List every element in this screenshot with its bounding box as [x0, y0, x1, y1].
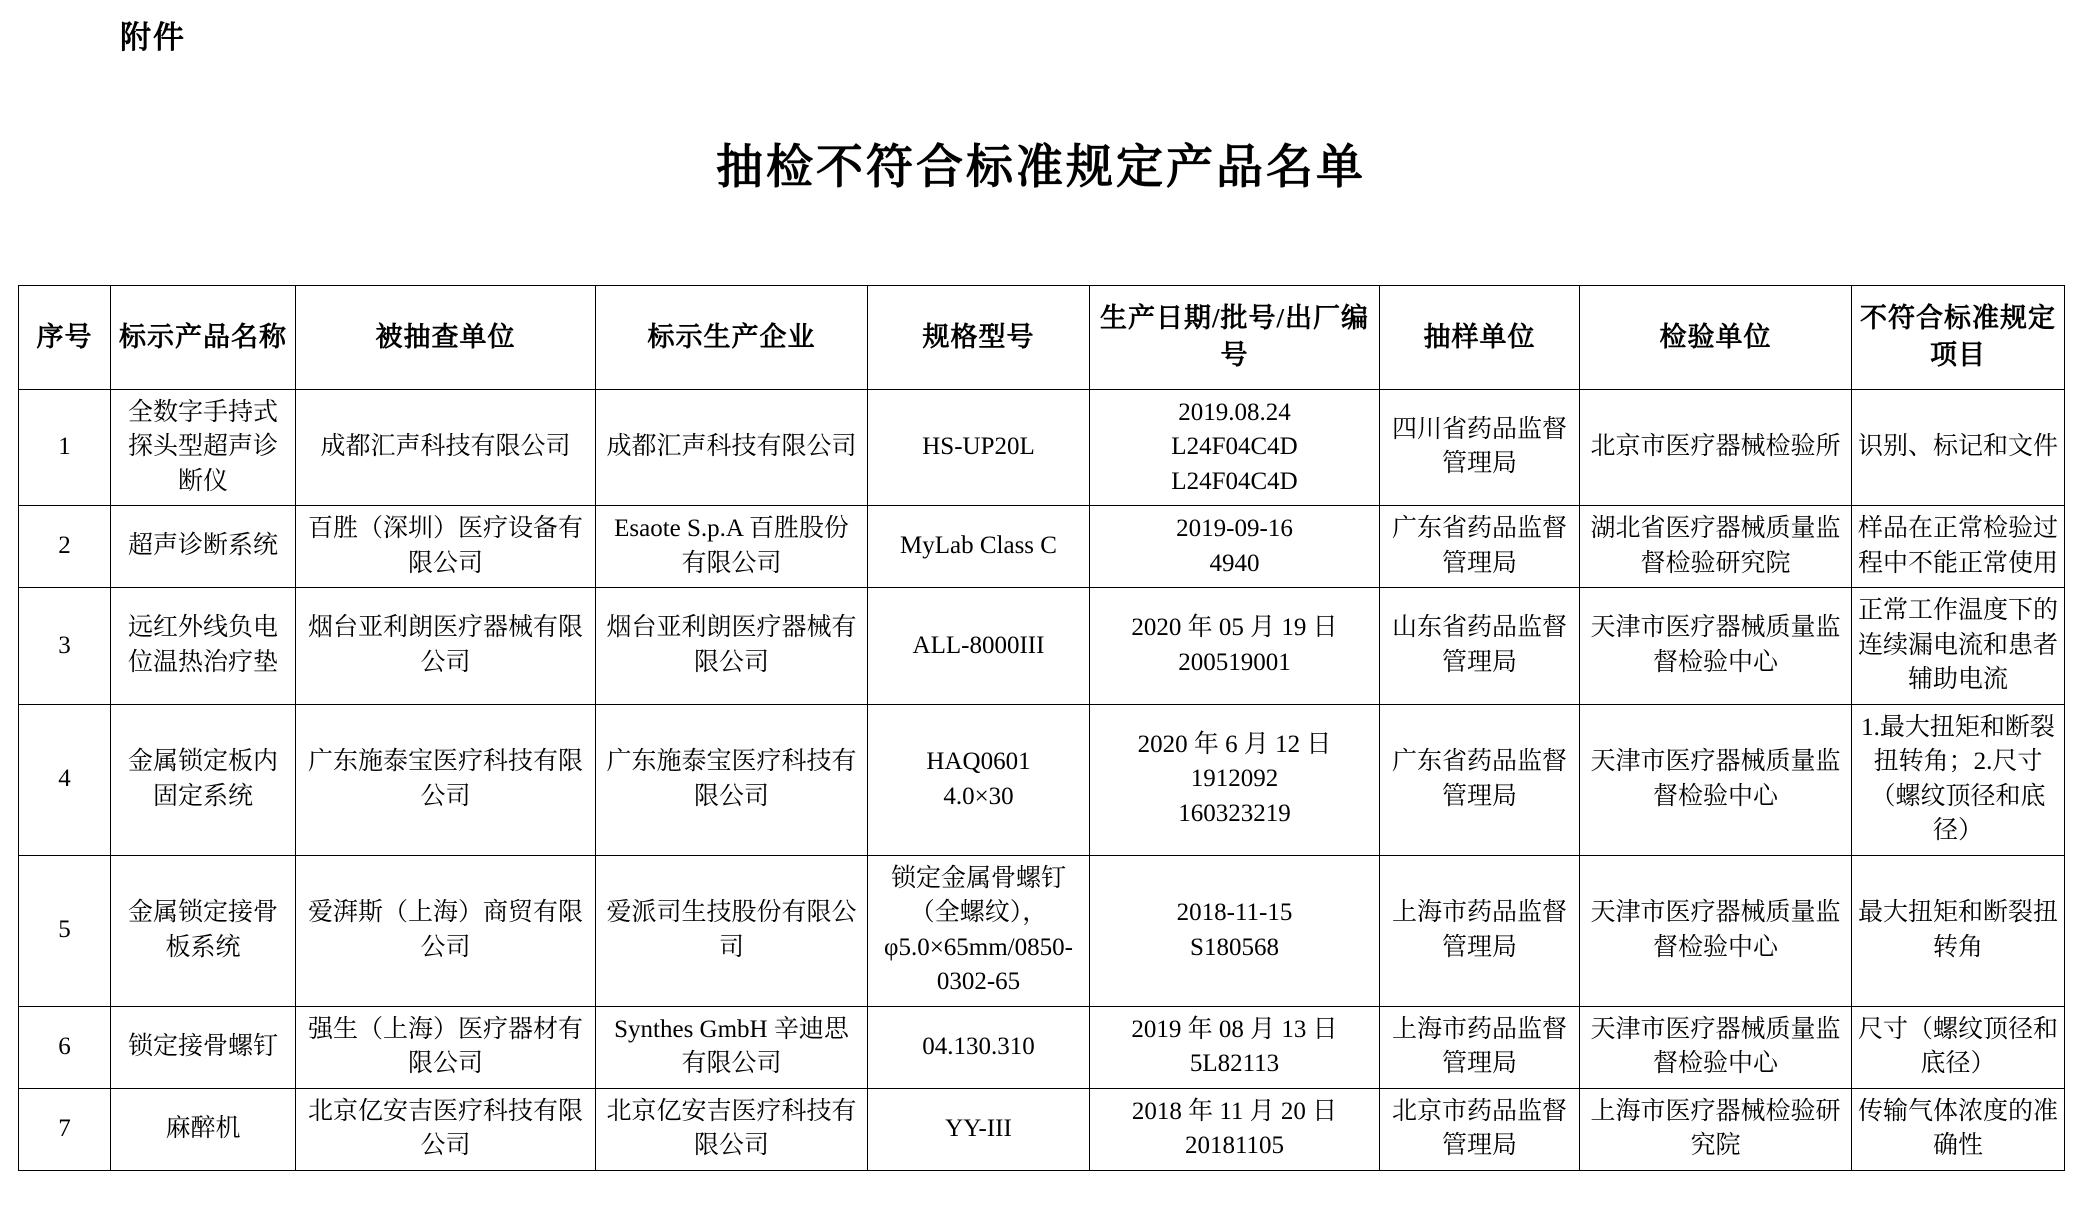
cell-nonconforming-items: 传输气体浓度的准确性	[1852, 1088, 2065, 1170]
page-title: 抽检不符合标准规定产品名单	[716, 142, 1366, 194]
table-header	[19, 286, 2065, 390]
table-row	[19, 855, 2065, 1006]
cell-model: HAQ0601 4.0×30	[868, 704, 1090, 855]
product-list-table	[18, 285, 2065, 1171]
cell-sampled-unit: 广东施泰宝医疗科技有限公司	[296, 704, 596, 855]
cell-inspection-org: 天津市医疗器械质量监督检验中心	[1580, 855, 1852, 1006]
attachment-label: 附件	[120, 20, 186, 55]
cell-nonconforming-items: 正常工作温度下的连续漏电流和患者辅助电流	[1852, 588, 2065, 705]
table-row	[19, 588, 2065, 705]
cell-product-name: 金属锁定板内固定系统	[111, 704, 296, 855]
cell-date-batch: 2019 年 08 月 13 日 5L82113	[1090, 1006, 1380, 1088]
cell-inspection-org: 天津市医疗器械质量监督检验中心	[1580, 704, 1852, 855]
cell-index: 7	[19, 1088, 111, 1170]
column-header-nonconforming-items: 不符合标准规定项目	[1852, 286, 2065, 390]
cell-date-batch: 2019-09-16 4940	[1090, 506, 1380, 588]
cell-inspection-org: 天津市医疗器械质量监督检验中心	[1580, 1006, 1852, 1088]
cell-nonconforming-items: 尺寸（螺纹顶径和底径）	[1852, 1006, 2065, 1088]
table-body	[19, 389, 2065, 1170]
cell-product-name: 锁定接骨螺钉	[111, 1006, 296, 1088]
cell-date-batch: 2020 年 05 月 19 日 200519001	[1090, 588, 1380, 705]
column-header-sampling-org: 抽样单位	[1380, 286, 1580, 390]
table-row	[19, 1088, 2065, 1170]
cell-sampled-unit: 爱湃斯（上海）商贸有限公司	[296, 855, 596, 1006]
cell-product-name: 麻醉机	[111, 1088, 296, 1170]
cell-product-name: 远红外线负电位温热治疗垫	[111, 588, 296, 705]
cell-inspection-org: 天津市医疗器械质量监督检验中心	[1580, 588, 1852, 705]
cell-manufacturer: 广东施泰宝医疗科技有限公司	[596, 704, 868, 855]
cell-index: 1	[19, 389, 111, 506]
cell-sampling-org: 北京市药品监督管理局	[1380, 1088, 1580, 1170]
cell-sampled-unit: 成都汇声科技有限公司	[296, 389, 596, 506]
cell-model: YY-III	[868, 1088, 1090, 1170]
cell-manufacturer: 爱派司生技股份有限公司	[596, 855, 868, 1006]
column-header-product-name: 标示产品名称	[111, 286, 296, 390]
column-header-sampled-unit: 被抽查单位	[296, 286, 596, 390]
cell-nonconforming-items: 1.最大扭矩和断裂扭转角；2.尺寸（螺纹顶径和底径）	[1852, 704, 2065, 855]
cell-index: 6	[19, 1006, 111, 1088]
cell-inspection-org: 上海市医疗器械检验研究院	[1580, 1088, 1852, 1170]
cell-date-batch: 2020 年 6 月 12 日 1912092 160323219	[1090, 704, 1380, 855]
product-list-table-wrapper	[18, 285, 2064, 1171]
cell-manufacturer: Esaote S.p.A 百胜股份有限公司	[596, 506, 868, 588]
cell-sampling-org: 上海市药品监督管理局	[1380, 1006, 1580, 1088]
cell-model: MyLab Class C	[868, 506, 1090, 588]
column-header-index: 序号	[19, 286, 111, 390]
cell-date-batch: 2018-11-15 S180568	[1090, 855, 1380, 1006]
cell-inspection-org: 湖北省医疗器械质量监督检验研究院	[1580, 506, 1852, 588]
cell-date-batch: 2019.08.24 L24F04C4D L24F04C4D	[1090, 389, 1380, 506]
cell-nonconforming-items: 识别、标记和文件	[1852, 389, 2065, 506]
cell-date-batch: 2018 年 11 月 20 日 20181105	[1090, 1088, 1380, 1170]
cell-sampled-unit: 北京亿安吉医疗科技有限公司	[296, 1088, 596, 1170]
cell-model: ALL-8000III	[868, 588, 1090, 705]
cell-model: 04.130.310	[868, 1006, 1090, 1088]
table-row	[19, 506, 2065, 588]
column-header-model: 规格型号	[868, 286, 1090, 390]
cell-sampling-org: 上海市药品监督管理局	[1380, 855, 1580, 1006]
cell-sampling-org: 广东省药品监督管理局	[1380, 704, 1580, 855]
cell-inspection-org: 北京市医疗器械检验所	[1580, 389, 1852, 506]
cell-product-name: 金属锁定接骨板系统	[111, 855, 296, 1006]
cell-index: 2	[19, 506, 111, 588]
cell-index: 5	[19, 855, 111, 1006]
table-header-row	[19, 286, 2065, 390]
cell-index: 4	[19, 704, 111, 855]
table-row	[19, 1006, 2065, 1088]
cell-manufacturer: 烟台亚利朗医疗器械有限公司	[596, 588, 868, 705]
cell-sampling-org: 山东省药品监督管理局	[1380, 588, 1580, 705]
cell-manufacturer: 北京亿安吉医疗科技有限公司	[596, 1088, 868, 1170]
column-header-manufacturer: 标示生产企业	[596, 286, 868, 390]
cell-manufacturer: 成都汇声科技有限公司	[596, 389, 868, 506]
cell-sampling-org: 广东省药品监督管理局	[1380, 506, 1580, 588]
column-header-inspection-org: 检验单位	[1580, 286, 1852, 390]
cell-index: 3	[19, 588, 111, 705]
cell-sampled-unit: 强生（上海）医疗器材有限公司	[296, 1006, 596, 1088]
cell-sampled-unit: 百胜（深圳）医疗设备有限公司	[296, 506, 596, 588]
cell-product-name: 超声诊断系统	[111, 506, 296, 588]
column-header-date-batch: 生产日期/批号/出厂编号	[1090, 286, 1380, 390]
cell-manufacturer: Synthes GmbH 辛迪思有限公司	[596, 1006, 868, 1088]
table-row	[19, 389, 2065, 506]
cell-model: 锁定金属骨螺钉（全螺纹），φ5.0×65mm/0850-0302-65	[868, 855, 1090, 1006]
cell-sampled-unit: 烟台亚利朗医疗器械有限公司	[296, 588, 596, 705]
cell-model: HS-UP20L	[868, 389, 1090, 506]
cell-nonconforming-items: 最大扭矩和断裂扭转角	[1852, 855, 2065, 1006]
cell-product-name: 全数字手持式探头型超声诊断仪	[111, 389, 296, 506]
cell-sampling-org: 四川省药品监督管理局	[1380, 389, 1580, 506]
cell-nonconforming-items: 样品在正常检验过程中不能正常使用	[1852, 506, 2065, 588]
table-row	[19, 704, 2065, 855]
